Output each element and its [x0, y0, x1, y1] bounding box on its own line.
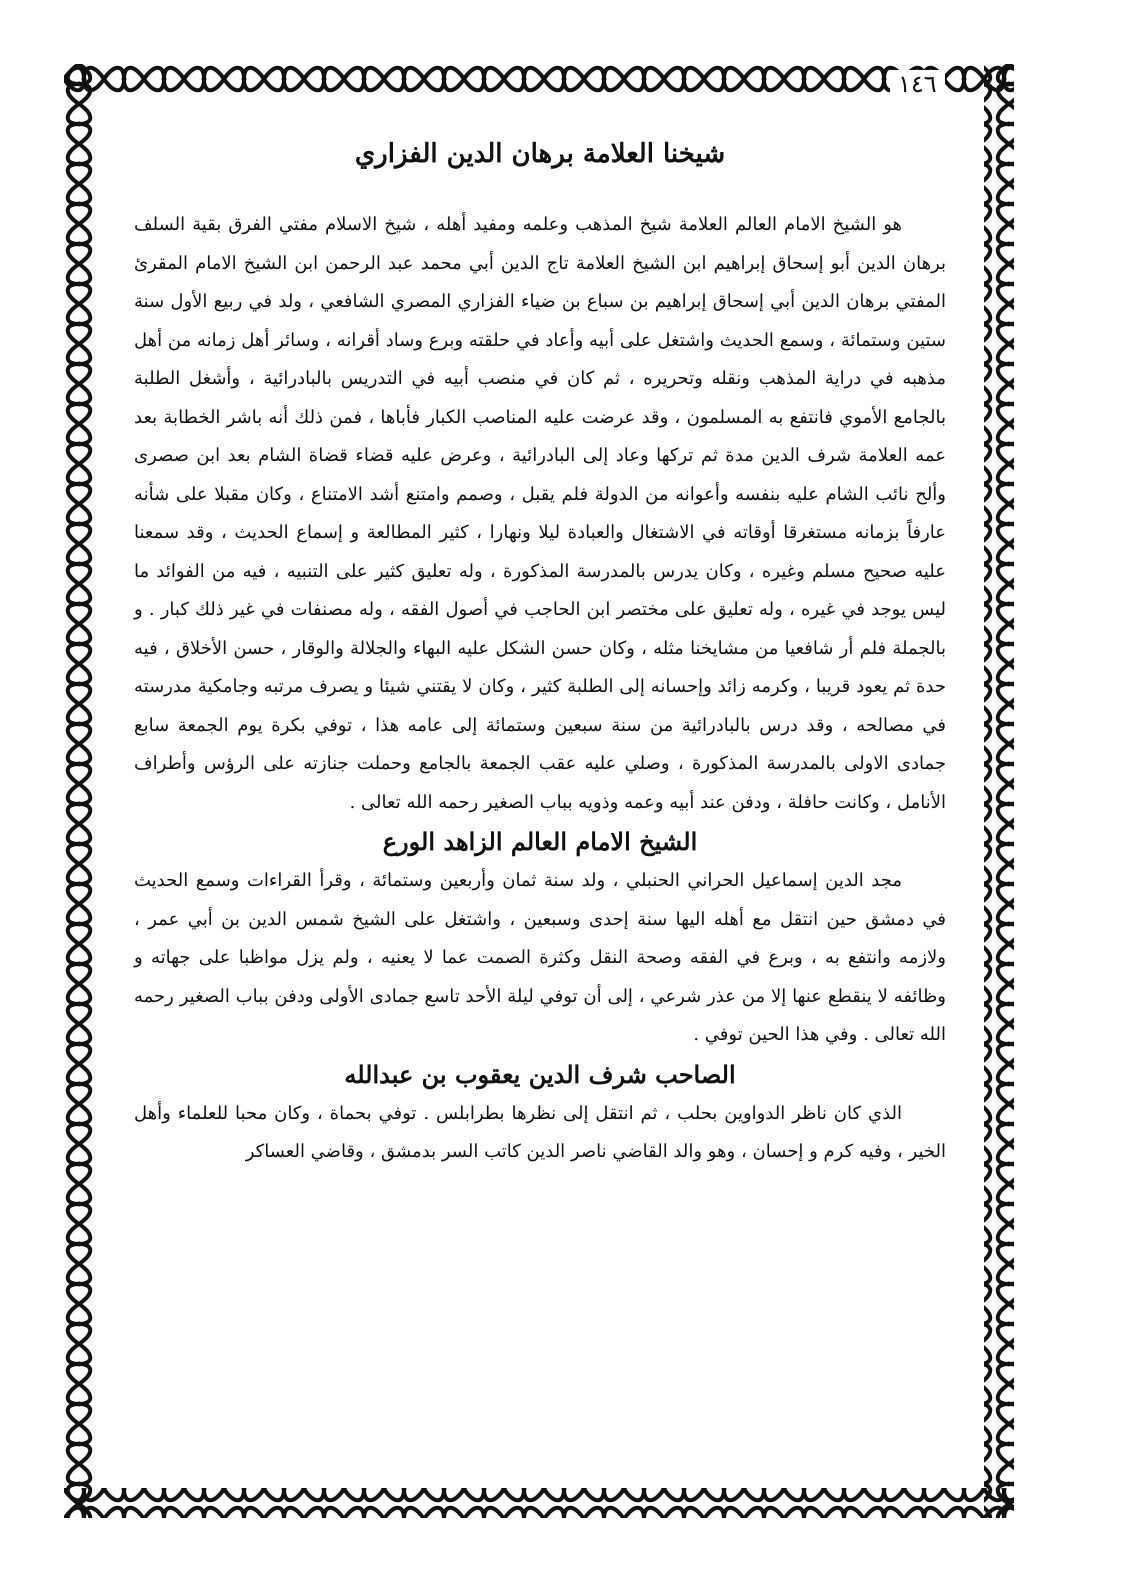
- page-content: [134, 124, 946, 1172]
- page-number: ١٤٦: [890, 70, 945, 98]
- section-body-majd-al-din: مجد الدين إسماعيل الحراني الحنبلي ، ولد سنة ثمان وأربعين وستمائة ، وقرأ القراءات وسمع الحديث في دمشق حين انتقل مع أهله اليها سنة إحدى وسبعين ، واشتغل على الشيخ شمس الدين بن أبي عمر ، ولازمه وانتفع به ، وبرع في الفقه وصحة النقل وكثرة الصمت عما لا يعنيه ، ولم يزل مواظبا على جهاته و وظائفه لا ينقطع عنها إلا من عذر شرعي ، إلى أن توفي ليلة الأحد تاسع جمادى الأولى ودفن بباب الصغير رحمه الله تعالى . وفي هذا الحين توفي .: [134, 870, 946, 1045]
- border-left: [64, 64, 94, 1518]
- border-top: [64, 64, 1014, 94]
- border-right: [984, 64, 1014, 1518]
- border-bottom: [64, 1488, 1014, 1518]
- section-body-sharaf-al-din: الذي كان ناظر الدواوين بحلب ، ثم انتقل إلى نظرها بطرابلس . توفي بحماة ، وكان محبا للعلماء وأهل الخير ، وفيه كرم و إحسان ، وهو والد القاضي ناصر الدين كاتب السر بدمشق ، وقاضي العساكر: [134, 1102, 946, 1162]
- section-title-sharaf-al-din: الصاحب شرف الدين يعقوب بن عبدالله: [344, 1059, 736, 1089]
- section-body-burhan-al-din: هو الشيخ الامام العالم العلامة شيخ المذهب وعلمه ومفيد أهله ، شيخ الاسلام مفتي الفرق بقية السلف برهان الدين أبو إسحاق إبراهيم ابن الشيخ العلامة تاج الدين أبي محمد عبد الرحمن ابن الشيخ الامام المقرئ المفتي برهان الدين أبي إسحاق إبراهيم بن سباع بن ضياء الفزاري المصري الشافعي ، ولد في ربيع الأول سنة ستين وستمائة ، وسمع الحديث واشتغل على أبيه وأعاد في حلقته وبرع وساد أقرانه ، وسائر أهل زمانه من أهل مذهبه في دراية المذهب ونقله وتحريره ، ثم كان في منصب أبيه في التدريس بالبادرائية ، وأشغل الطلبة بالجامع الأموي فانتفع به المسلمون ، وقد عرضت عليه المناصب الكبار فأباها ، فمن ذلك أنه باشر الخطابة بعد عمه العلامة شرف الدين مدة ثم تركها وعاد إلى البادرائية ، وعرض عليه قضاء قضاة الشام بعد ابن صصرى وألح نائب الشام عليه بنفسه وأعوانه من الدولة فلم يقبل ، وصمم وامتنع أشد الامتناع ، وكان مقبلا على شأنه عارفاً بزمانه مستغرقا أوقاته في الاشتغال والعبادة ليلا ونهارا ، كثير المطالعة و إسماع الحديث ، وقد سمعنا عليه صحيح مسلم وغيره ، وكان يدرس بالمدرسة المذكورة ، وله تعليق كثير على التنبيه ، فيه من الفوائد ما ليس يوجد في غيره ، وله تعليق على مختصر ابن الحاجب في أصول الفقه ، وله مصنفات في غير ذلك كبار . و بالجملة فلم أر شافعيا من مشايخنا مثله ، وكان حسن الشكل عليه البهاء والجلالة والوقار ، حسن الأخلاق ، فيه حدة ثم يعود قريبا ، وكرمه زائد وإحسانه إلى الطلبة كثير ، وكان لا يقتني شيئا و يصرف مرتبه وجامكية مدرسته في مصالحه ، وقد درس بالبادرائية من سنة سبعين وستمائة إلى عامه هذا ، توفي بكرة يوم الجمعة سابع جمادى الاولى بالمدرسة المذكورة ، وصلي عليه عقب الجمعة بالجامع وحملت جنازته على الرؤس وأطراف الأنامل ، وكانت حافلة ، ودفن عند أبيه وعمه وذويه بباب الصغير رحمه الله تعالى .: [134, 214, 947, 813]
- section-title-majd-al-din: الشيخ الامام العالم الزاهد الورع: [382, 827, 698, 856]
- section-title-burhan-al-din: شيخنا العلامة برهان الدين الفزاري: [354, 139, 726, 169]
